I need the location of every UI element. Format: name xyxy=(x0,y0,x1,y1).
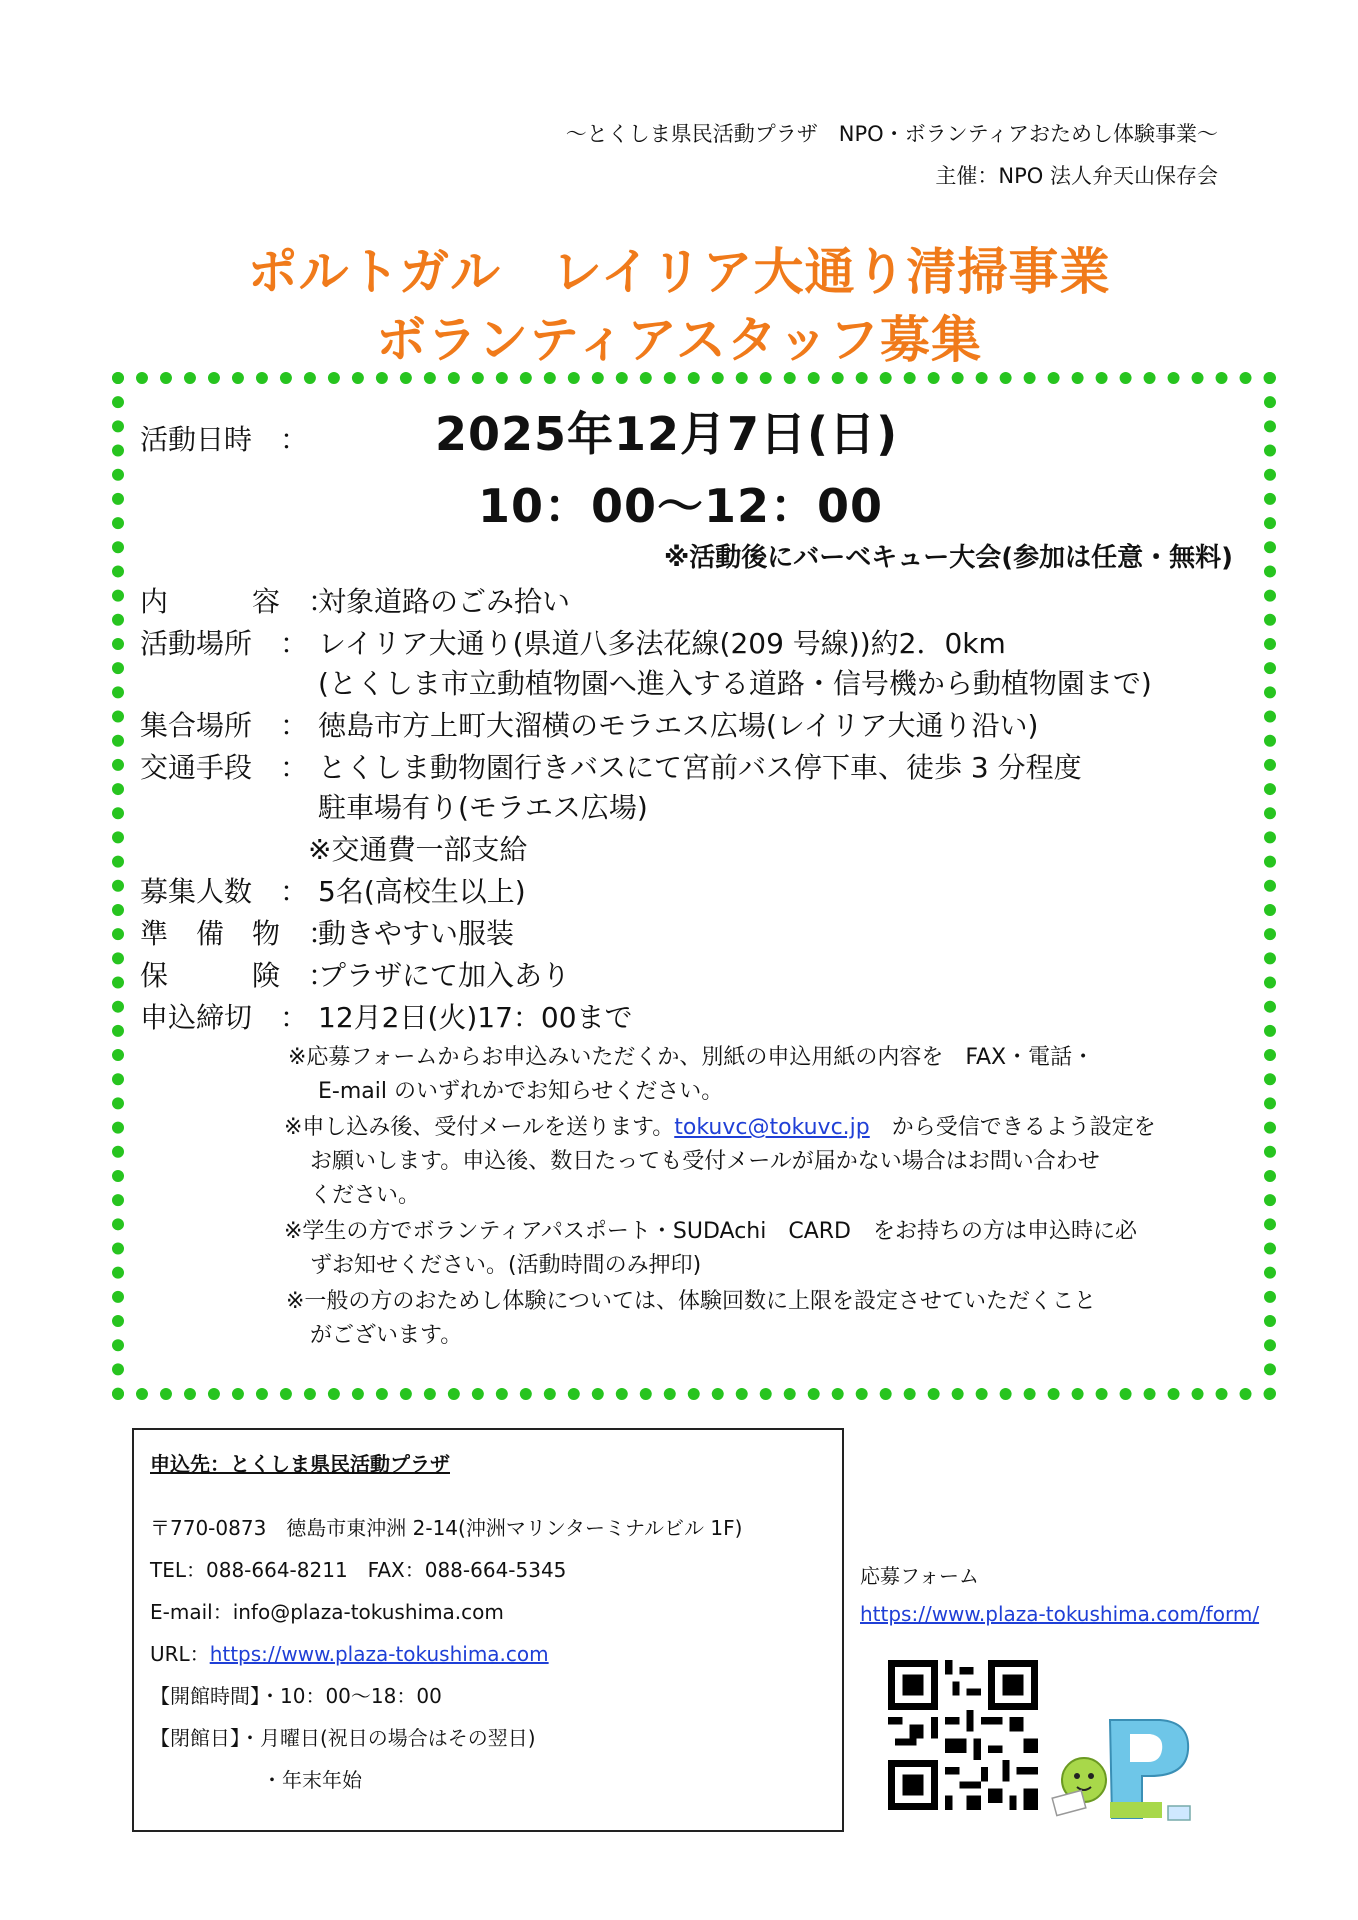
capacity-value: 5名(高校生以上) xyxy=(318,875,526,908)
form-label: 応募フォーム xyxy=(860,1564,979,1588)
qr-code-icon[interactable] xyxy=(888,1660,1038,1810)
contact-tel-fax: TEL：088-664-8211 FAX：088-664-5345 xyxy=(150,1558,567,1582)
deadline-value: 12月2日(火)17：00まで xyxy=(318,1001,633,1034)
closed-days-2: ・年末年始 xyxy=(262,1768,362,1792)
event-date: 2025年12月7日(日) xyxy=(435,407,899,461)
contact-url-label: URL： xyxy=(150,1642,210,1666)
insurance-label: 保 険 ： xyxy=(140,959,337,992)
place-note: (とくしま市立動植物園へ進入する道路・信号機から動植物園まで) xyxy=(318,667,1152,700)
capacity-label: 募集人数 ： xyxy=(140,875,309,908)
transport-line1: とくしま動物園行きバスにて宮前バス停下車、徒歩 3 分程度 xyxy=(318,751,1082,784)
contact-heading: 申込先：とくしま県民活動プラザ xyxy=(150,1452,450,1476)
note-4b: がございます。 xyxy=(310,1323,463,1348)
place-label: 活動場所 ： xyxy=(140,627,309,660)
page-subtitle: ボランティアスタッフ募集 xyxy=(376,311,982,369)
mascot-icon xyxy=(1050,1710,1200,1826)
event-time: 10：00～12：00 xyxy=(478,479,884,533)
form-url-link[interactable]: https://www.plaza-tokushima.com/form/ xyxy=(860,1602,1260,1626)
note-3b: ずお知せください。(活動時間のみ押印) xyxy=(310,1253,702,1278)
note-1a: ※応募フォームからお申込みいただくか、別紙の申込用紙の内容を FAX・電話・ xyxy=(288,1045,1095,1070)
transport-label: 交通手段 ： xyxy=(140,751,309,784)
note-2b: お願いします。申込後、数日たっても受付メールが届かない場合はお問い合わせ xyxy=(310,1149,1100,1174)
meeting-label: 集合場所 ： xyxy=(140,709,309,742)
page-title: ポルトガル レイリア大通り清掃事業 xyxy=(247,243,1111,301)
note-2c: ください。 xyxy=(310,1183,421,1208)
program-name: ～とくしま県民活動プラザ NPO・ボランティアおためし体験事業～ xyxy=(565,122,1218,146)
note-3a: ※学生の方でボランティアパスポート・SUDAchi CARD をお持ちの方は申込時に必 xyxy=(284,1219,1137,1244)
meeting-value: 徳島市方上町大溜横のモラエス広場(レイリア大通り沿い) xyxy=(318,709,1039,742)
reply-email-link[interactable]: tokuvc@tokuvc.jp xyxy=(674,1115,870,1140)
note-2a-pre: ※申し込み後、受付メールを送ります。 xyxy=(284,1115,675,1140)
contact-box xyxy=(132,1428,844,1832)
opening-hours: 【開館時間】・10：00～18：00 xyxy=(150,1684,442,1708)
deadline-label: 申込締切 ： xyxy=(140,1001,309,1034)
closed-days: 【閉館日】・月曜日(祝日の場合はその翌日) xyxy=(150,1726,536,1750)
note-2a xyxy=(284,1110,1156,1141)
items-label: 準 備 物 ： xyxy=(140,917,337,950)
note-1b: E-mail のいずれかでお知らせください。 xyxy=(318,1079,724,1104)
transport-line3: ※交通費一部支給 xyxy=(308,833,528,866)
content-value: 対象道路のごみ拾い xyxy=(318,585,571,618)
items-value: 動きやすい服装 xyxy=(318,917,515,950)
content-label: 内 容 ： xyxy=(140,585,337,618)
insurance-value: プラザにて加入あり xyxy=(318,959,571,992)
bbq-note: ※活動後にバーベキュー大会(参加は任意・無料) xyxy=(663,543,1233,573)
datetime-label: 活動日時 ： xyxy=(140,423,309,456)
contact-address: 〒770-0873 徳島市東沖洲 2-14(沖洲マリンターミナルビル 1F) xyxy=(150,1516,743,1540)
transport-line2: 駐車場有り(モラエス広場) xyxy=(318,791,648,824)
contact-url-row xyxy=(150,1638,549,1667)
contact-email: E-mail：info@plaza-tokushima.com xyxy=(150,1600,504,1624)
note-2a-post: から受信できるよう設定を xyxy=(869,1115,1156,1140)
contact-url-link[interactable]: https://www.plaza-tokushima.com xyxy=(209,1642,549,1666)
place-value: レイリア大通り(県道八多法花線(209 号線))約2．0km xyxy=(318,627,1006,660)
organizer: 主催：NPO 法人弁天山保存会 xyxy=(935,164,1218,188)
note-4a: ※一般の方のおためし体験については、体験回数に上限を設定させていただくこと xyxy=(286,1289,1096,1314)
